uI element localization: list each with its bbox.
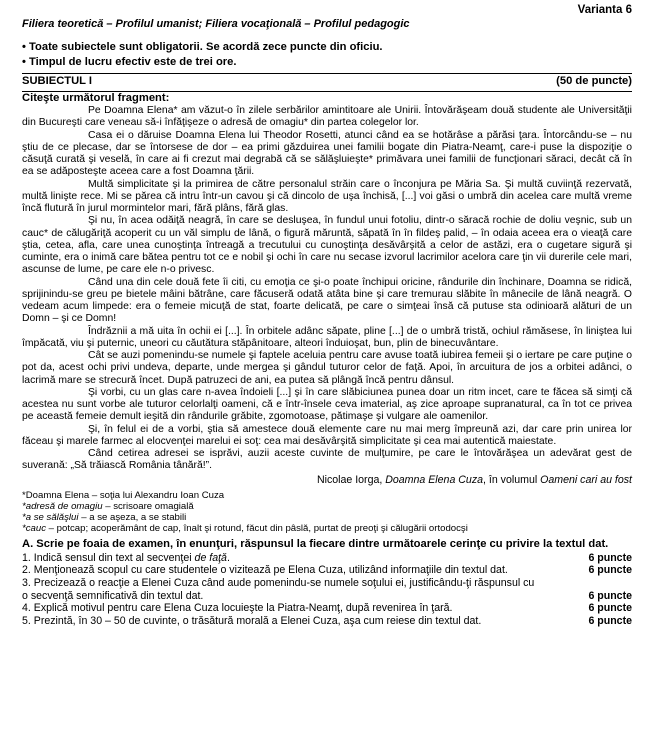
footnote: *adresă de omagiu – scrisoare omagială — [22, 500, 194, 512]
task-item: 2. Menţionează scopul cu care studentele o vizitează pe Elena Cuza, utilizând informaţiile din textul dat. 6 puncte — [22, 564, 632, 577]
paragraph: Îndrăznii a mă uita în ochii ei [...]. În orbitele adânc săpate, pline [...] de o umbră tristă, ochiul rămăsese, în liniştea lui împăcată, viu şi puternic, uneori cu căutătura stăpânitoare, alteori înduioşat, bun, plin de binecuvântare. — [22, 325, 632, 349]
paragraph: Când una din cele două fete îi citi, cu emoţia ce şi-o poate închipui oricine, rândurile din închinare, Doamna se ridică, sprijinindu-se greu pe bietele mâini bătrâne, care făcuseră odată atâta bine şi care tremurau slăbite în mânecile de lână neagră. O vedeam acum limpede: era o femeie micuţă de stat, foarte delicată, pe care o simţeai însă că putuse sta odinioară alături de un Domn – şi ce Domn! — [22, 276, 632, 325]
source-citation: Nicolae Iorga, Doamna Elena Cuza, în volumul Oameni cari au fost — [316, 473, 632, 486]
paragraph: Multă simplicitate şi la primirea de către personalul străin care o înconjura pe Măria Sa. Şi multă cuviinţă rezervată, multă linişte rece. Mi se părea că intru într-un cavou şi că dincolo de uşa închisă, [...] voi găsi o umbră din acelea care multă vreme încă flutură în jurul mormintelor mari, fără plâns, fără glas. — [22, 178, 632, 214]
footnotes — [22, 490, 632, 535]
task-points: 6 puncte — [588, 614, 632, 627]
text-fragment — [22, 105, 632, 473]
task-item: 5. Prezintă, în 30 – 50 de cuvinte, o trăsătură morală a Elenei Cuza, aşa cum reiese din textul dat. 6 puncte — [22, 614, 632, 627]
tasks-heading: A. Scrie pe foaia de examen, în enunţuri, răspunsul la fiecare dintre următoarele cerinţe cu privire la textul dat. — [22, 538, 609, 551]
task-points: 6 puncte — [588, 602, 632, 615]
subject-title: SUBIECTUL I — [22, 75, 93, 87]
paragraph: Şi vorbi, cu un glas care n-avea îndoieli [...] şi în care slăbiciunea punea doar un ritm incet, care te făcea să simţi că acestea nu sunt vorbe ale tuturor celorlalţi oameni, că e într-însele ceva imaterial, aş zice aproape supranatural, ca în tot ce privea pe această femeie demult ieşită din rândurile grăbite, zgomotoase, pătimaşe şi vulgare ale oamenilor. — [22, 386, 632, 423]
task-points: 6 puncte — [588, 564, 632, 577]
fragment-instruction: Citeşte următorul fragment: — [22, 92, 170, 104]
rules-list — [22, 40, 632, 70]
exam-page — [22, 4, 632, 627]
task-points: 6 puncte — [588, 551, 632, 564]
paragraph: Când cetirea adresei se isprăvi, auzii aceste cuvinte de mulţumire, pe care le întovărăşea un adevărat gest de suverană: „Să trăiască România tânără!”. — [22, 448, 632, 472]
paragraph: Pe Doamna Elena* am văzut-o în zilele serbărilor amintitoare ale Unirii. Întovărăşeam două studente ale Universităţii din Bucureşti care veneau să-i înfăţişeze o adresă de omagiu* din partea colegelor lor. — [22, 105, 632, 129]
variant-label: Varianta 6 — [577, 4, 632, 16]
task-item: 3. Precizează o reacţie a Elenei Cuza când aude pomenindu-se numele soţului ei, justificându-ţi răspunsul cu — [22, 577, 535, 589]
filiera-line: Filiera teoretică – Profilul umanist; Filiera vocaţională – Profilul pedagogic — [22, 18, 410, 30]
rule-item: • Toate subiectele sunt obligatorii. Se acordă zece puncte din oficiu. — [22, 41, 383, 53]
task-item-continuation: o secvenţă semnificativă din textul dat. 6 puncte — [22, 589, 632, 602]
paragraph: Şi nu, în acea odăiţă neagră, în care se desluşea, în fundul unui fotoliu, dintr-o săracă rochie de doliu veşnic, sub un cauc* de călugăriţă acoperit cu un văl simplu de lână, o figură măruntă, săpată în în fildeş palid, – în odaia aceea era o vieaţă care ştia, cetea, afla, care unea cunoştinţa întreagă a trecutului cu cunoştinţa desăvârşită a celor de astăzi, era o cugetare sigură şi cuminte, era o inimă care bătea pentru tot ce e nobil şi ochi în care nu secase izvorul lacrimilor acelora care ţin vii durerile cele mari, ascunse de lume, pe care ele n-o privesc. — [22, 215, 632, 276]
paragraph: Şi, în felul ei de a vorbi, ştia să amestece două elemente care nu mai merg împreună azi, dar care prin unirea lor făceau şi marele farmec al elocvenţei marelui ei soţ: cea mai desăvârşită simplicitate şi cea mai autentică maiestate. — [22, 423, 632, 447]
task-item: 4. Explică motivul pentru care Elena Cuza locuieşte la Piatra-Neamţ, după revenirea în ţară. 6 puncte — [22, 602, 632, 615]
footnote: *a se sălăşlui – a se aşeza, a se stabili — [22, 511, 187, 523]
rule-item: • Timpul de lucru efectiv este de trei ore. — [22, 56, 237, 68]
task-points: 6 puncte — [588, 589, 632, 602]
footnote: *Doamna Elena – soţia lui Alexandru Ioan Cuza — [22, 489, 225, 501]
paragraph: Casa ei o dăruise Doamna Elena lui Theodor Rosetti, atunci când ea se hotărâse a părăsi ţara. Întorcându-se – nu ştiu de ce plecase, dar se întorsese de dor – ea primi găzduirea unei familii bogate din Piatra-Neamţ, care-i puse la dispoziţie o căsuţă curată şi veselă, în care ai fi crezut mai degrabă că se sălăşluieşte* primăvara unei familii de funcţionari săraci, decât că în ea se adăposteşte aceea care a fost Doamna ţării. — [22, 129, 632, 178]
footnote: *cauc – potcap; acoperământ de cap, înalt şi rotund, făcut din pâslă, purtat de preoţi şi călugării ortodocşi — [22, 523, 468, 535]
paragraph: Cât se auzi pomenindu-se numele şi faptele aceluia pentru care avuse toată iubirea femeii şi o iertare pe care puţine o pot da, acest ochi privi undeva, departe, unde mergea şi gândul tuturor celor de faţă. Apoi, în arcuitura de jos a orbitei adânci, o lacrimă mare se strecură încet. După patruzeci de ani, ea putea să plângă încă pentru dânsul. — [22, 350, 632, 386]
task-item: 1. Indică sensul din text al secvenţei de faţă. 6 puncte — [22, 551, 632, 564]
subject-header — [22, 74, 632, 88]
subject-points: (50 de puncte) — [556, 75, 632, 87]
